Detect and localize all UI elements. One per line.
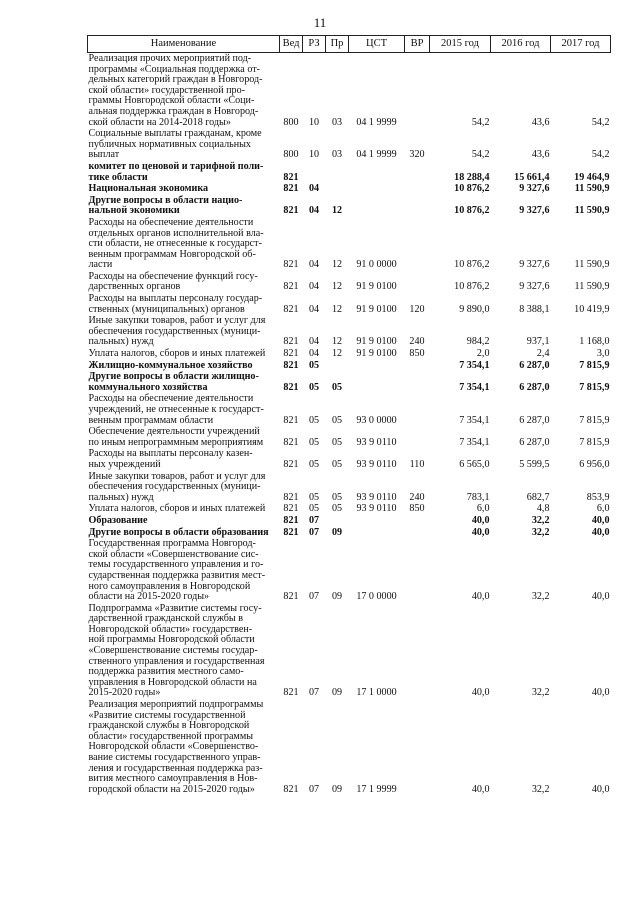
row-cst: 04 1 9999 <box>356 116 397 128</box>
row-name: комитет по ценовой и тарифной поли- тике области <box>88 160 264 183</box>
table-row <box>88 271 611 293</box>
row-rz: 07 <box>308 783 320 795</box>
row-pr: 05 <box>331 381 343 393</box>
row-pr: 09 <box>331 591 343 603</box>
row-name: Иные закупки товаров, работ и услуг для обеспечения государственных (муници- пальных) нужд <box>88 470 266 503</box>
row-rz: 07 <box>308 526 320 538</box>
row-2015: 984,2 <box>466 336 490 348</box>
row-cst <box>349 195 405 217</box>
row-2015: 7 354,1 <box>459 381 490 393</box>
row-2015: 40,0 <box>471 687 490 699</box>
row-rz: 05 <box>308 381 320 393</box>
row-2016: 43,6 <box>531 149 550 161</box>
row-name: Расходы на выплаты персоналу казен- ных учреждений <box>88 448 253 470</box>
row-2015: 2,0 <box>476 348 490 360</box>
row-cst: 91 9 0100 <box>356 303 397 315</box>
row-2016: 9 327,6 <box>519 259 550 271</box>
row-2017: 6,0 <box>596 503 610 515</box>
row-pr <box>326 161 349 183</box>
row-cst: 93 0 0000 <box>356 414 397 426</box>
row-pr: 09 <box>331 687 343 699</box>
row-2016: 32,2 <box>531 526 550 538</box>
row-2015: 54,2 <box>471 149 490 161</box>
row-pr: 03 <box>331 116 343 128</box>
row-name: Государственная программа Новгород- ской области «Совершенствование сис- темы государственного управления и го- сударственная поддержка развития мест- ного самоуправления в Новгородской области на 2015-2020 годы» <box>88 538 266 603</box>
row-2016: 32,2 <box>531 783 550 795</box>
row-ved: 821 <box>283 458 299 470</box>
row-vr: 850 <box>409 503 425 515</box>
row-vr <box>405 371 430 393</box>
row-vr: 110 <box>409 458 425 470</box>
row-2017: 853,9 <box>586 491 610 503</box>
table-row <box>88 360 611 372</box>
row-vr <box>405 538 430 603</box>
row-name: Расходы на обеспечение деятельности учреждений, не отнесенные к государст- венным программам области <box>88 393 264 426</box>
row-cst: 93 9 0110 <box>356 503 397 515</box>
table-row <box>88 699 611 795</box>
row-ved: 821 <box>283 687 299 699</box>
table-row <box>88 603 611 699</box>
row-vr <box>405 53 430 129</box>
header-2017: 2017 год <box>551 36 611 53</box>
row-2016: 32,2 <box>531 591 550 603</box>
row-rz: 10 <box>308 149 320 161</box>
row-2017: 40,0 <box>591 591 610 603</box>
row-cst <box>349 360 405 372</box>
row-name: Расходы на выплаты персоналу государ- ственных (муниципальных) органов <box>88 293 263 315</box>
row-ved: 821 <box>283 348 299 360</box>
row-rz: 10 <box>308 116 320 128</box>
row-vr <box>405 603 430 699</box>
row-2016: 6 287,0 <box>519 436 550 448</box>
row-cst: 91 9 0100 <box>356 281 397 293</box>
row-2015: 9 890,0 <box>459 303 490 315</box>
row-2016: 32,2 <box>531 514 550 526</box>
row-pr: 12 <box>331 348 343 360</box>
row-2016: 937,1 <box>526 336 550 348</box>
table-row <box>88 426 611 448</box>
row-2016: 682,7 <box>526 491 550 503</box>
table-row <box>88 371 611 393</box>
row-2015: 7 354,1 <box>459 359 490 371</box>
row-2017: 54,2 <box>591 116 610 128</box>
row-2017: 3,0 <box>596 348 610 360</box>
row-ved: 821 <box>283 414 299 426</box>
table-row <box>88 515 611 527</box>
row-ved: 821 <box>283 514 299 526</box>
row-pr: 12 <box>331 303 343 315</box>
row-rz: 07 <box>308 687 320 699</box>
row-2015: 783,1 <box>466 491 490 503</box>
row-pr: 12 <box>331 259 343 271</box>
row-2015: 10 876,2 <box>454 281 490 293</box>
row-cst: 17 1 0000 <box>356 687 397 699</box>
row-ved: 821 <box>283 336 299 348</box>
row-ved: 821 <box>283 281 299 293</box>
row-vr: 240 <box>409 336 425 348</box>
row-rz: 04 <box>308 336 320 348</box>
row-vr <box>405 527 430 539</box>
row-vr <box>405 699 430 795</box>
row-ved: 821 <box>283 171 299 183</box>
row-2017: 11 590,9 <box>574 205 610 217</box>
row-ved: 821 <box>283 359 299 371</box>
row-ved: 821 <box>283 591 299 603</box>
row-pr: 05 <box>331 458 343 470</box>
row-cst: 91 9 0100 <box>356 336 397 348</box>
row-2015: 18 288,4 <box>454 171 490 183</box>
row-2017: 40,0 <box>591 687 610 699</box>
row-vr <box>405 393 430 426</box>
row-2015: 40,0 <box>471 591 490 603</box>
row-cst: 17 0 0000 <box>356 591 397 603</box>
table-row <box>88 538 611 603</box>
header-2016: 2016 год <box>491 36 551 53</box>
row-name: Другие вопросы в области нацио- нальной экономики <box>88 194 243 217</box>
row-rz <box>303 161 326 183</box>
row-2017: 40,0 <box>591 514 610 526</box>
row-rz: 05 <box>308 458 320 470</box>
row-2015: 6,0 <box>476 503 490 515</box>
row-2016: 32,2 <box>531 687 550 699</box>
budget-table <box>87 35 611 795</box>
row-cst: 93 9 0110 <box>356 458 397 470</box>
row-vr <box>405 195 430 217</box>
row-pr: 05 <box>331 503 343 515</box>
table-row <box>88 161 611 183</box>
row-rz: 05 <box>308 436 320 448</box>
row-vr: 240 <box>409 491 425 503</box>
row-name: Жилищно-коммунальное хозяйство <box>88 359 253 371</box>
row-vr: 320 <box>409 149 425 161</box>
row-ved: 821 <box>283 183 299 195</box>
header-rz: РЗ <box>303 36 326 53</box>
table-row <box>88 128 611 161</box>
row-rz: 04 <box>308 348 320 360</box>
row-name: Подпрограмма «Развитие системы госу- дарственной гражданской службы в Новгородской области» государствен- ной программы Новгородской области «Совершенствование системы государ- ственного управления и государственная поддержка развития местного само- управления в Новгородской области на 2015-2020 годы» <box>88 602 265 699</box>
row-pr: 09 <box>331 526 343 538</box>
table-header-row <box>88 36 611 53</box>
row-ved: 821 <box>283 783 299 795</box>
row-cst <box>349 161 405 183</box>
row-ved: 821 <box>283 436 299 448</box>
table-row <box>88 503 611 515</box>
row-2017: 7 815,9 <box>579 436 610 448</box>
row-2016: 6 287,0 <box>519 414 550 426</box>
row-pr: 12 <box>331 281 343 293</box>
table-body <box>88 53 611 796</box>
table-row <box>88 315 611 348</box>
row-2016: 9 327,6 <box>519 205 550 217</box>
row-2016: 9 327,6 <box>519 281 550 293</box>
row-cst: 93 9 0110 <box>356 491 397 503</box>
row-pr: 05 <box>331 436 343 448</box>
row-vr: 120 <box>409 303 425 315</box>
header-pr: Пр <box>326 36 349 53</box>
row-rz: 04 <box>308 281 320 293</box>
row-ved: 821 <box>283 303 299 315</box>
table-row <box>88 217 611 271</box>
row-cst <box>349 183 405 195</box>
row-pr <box>326 183 349 195</box>
row-2017: 40,0 <box>591 783 610 795</box>
row-2017: 11 590,9 <box>574 281 610 293</box>
row-rz: 04 <box>308 205 320 217</box>
row-2017: 7 815,9 <box>579 359 610 371</box>
row-ved: 821 <box>283 526 299 538</box>
table-row <box>88 527 611 539</box>
row-name: Образование <box>88 514 148 526</box>
row-name: Обеспечение деятельности учреждений по иным непрограммным мероприятиям <box>88 426 264 448</box>
header-vr: ВР <box>405 36 430 53</box>
row-2016: 8 388,1 <box>519 303 550 315</box>
row-vr <box>405 360 430 372</box>
row-pr: 05 <box>331 491 343 503</box>
table-row <box>88 393 611 426</box>
row-name: Реализация прочих мероприятий под- программы «Социальная поддержка от- дельных категорий граждан в Новгород- ской области» государственной про- граммы Новгородской области «Соци- альная поддержка граждан в Новгород- ской области на 2014-2018 годы» <box>88 53 263 128</box>
row-name: Уплата налогов, сборов и иных платежей <box>88 348 266 360</box>
row-rz: 07 <box>308 591 320 603</box>
row-cst: 93 9 0110 <box>356 436 397 448</box>
row-ved: 821 <box>283 503 299 515</box>
header-cst: ЦСТ <box>349 36 405 53</box>
row-cst: 04 1 9999 <box>356 149 397 161</box>
row-rz: 05 <box>308 491 320 503</box>
row-2016: 6 287,0 <box>519 381 550 393</box>
row-2015: 10 876,2 <box>454 205 490 217</box>
row-2017: 54,2 <box>591 149 610 161</box>
row-ved: 821 <box>283 491 299 503</box>
row-2017: 40,0 <box>591 526 610 538</box>
row-vr <box>405 271 430 293</box>
row-cst: 91 9 0100 <box>356 348 397 360</box>
table-row <box>88 471 611 504</box>
row-2017: 11 590,9 <box>574 183 610 195</box>
row-pr: 12 <box>331 336 343 348</box>
row-2015: 40,0 <box>471 514 490 526</box>
row-name: Социальные выплаты гражданам, кроме публичных нормативных социальных выплат <box>88 128 262 161</box>
row-name: Другие вопросы в области образования <box>88 526 269 538</box>
row-2017: 11 590,9 <box>574 259 610 271</box>
row-ved: 821 <box>283 259 299 271</box>
row-2016: 4,8 <box>536 503 550 515</box>
row-2015: 10 876,2 <box>454 183 490 195</box>
row-pr: 03 <box>331 149 343 161</box>
row-pr <box>326 515 349 527</box>
row-name: Реализация мероприятий подпрограммы «Развитие системы государственной гражданской службы в Новгородской области» государственной программы Новгородской области «Совершенство- вание системы государственного управ- ления и государственная поддержка раз- вития местного самоуправления в Нов- городской области на 2015-2020 годы» <box>88 699 264 795</box>
row-2015: 7 354,1 <box>459 436 490 448</box>
row-cst: 17 1 9999 <box>356 783 397 795</box>
row-name: Национальная экономика <box>88 183 209 195</box>
row-name: Уплата налогов, сборов и иных платежей <box>88 503 266 515</box>
row-2015: 7 354,1 <box>459 414 490 426</box>
table-row <box>88 53 611 129</box>
row-rz: 07 <box>308 514 320 526</box>
table-row <box>88 293 611 315</box>
row-pr: 09 <box>331 783 343 795</box>
table-row <box>88 448 611 470</box>
row-vr <box>405 217 430 271</box>
row-name: Иные закупки товаров, работ и услуг для обеспечения государственных (муници- пальных) нужд <box>88 315 266 348</box>
row-2017: 19 464,9 <box>574 171 610 183</box>
row-vr <box>405 183 430 195</box>
row-2017: 7 815,9 <box>579 414 610 426</box>
header-2015: 2015 год <box>430 36 491 53</box>
table-row <box>88 348 611 360</box>
row-2015: 54,2 <box>471 116 490 128</box>
row-ved: 800 <box>283 116 299 128</box>
row-ved: 800 <box>283 149 299 161</box>
row-2016: 5 599,5 <box>519 458 550 470</box>
row-2015: 40,0 <box>471 526 490 538</box>
row-2017: 1 168,0 <box>579 336 610 348</box>
row-cst: 91 0 0000 <box>356 259 397 271</box>
row-2016: 43,6 <box>531 116 550 128</box>
row-2015: 6 565,0 <box>459 458 490 470</box>
row-vr <box>405 161 430 183</box>
row-ved: 821 <box>283 381 299 393</box>
row-2016: 2,4 <box>536 348 550 360</box>
row-rz: 05 <box>308 414 320 426</box>
row-cst <box>349 515 405 527</box>
row-2017: 7 815,9 <box>579 381 610 393</box>
row-2016: 6 287,0 <box>519 359 550 371</box>
row-ved: 821 <box>283 205 299 217</box>
row-pr: 05 <box>331 414 343 426</box>
row-2016: 15 661,4 <box>514 171 550 183</box>
table-row <box>88 183 611 195</box>
row-2016: 9 327,6 <box>519 183 550 195</box>
row-rz: 05 <box>308 503 320 515</box>
row-name: Другие вопросы в области жилищно- коммунального хозяйства <box>88 371 259 393</box>
row-2015: 10 876,2 <box>454 259 490 271</box>
row-2015: 40,0 <box>471 783 490 795</box>
header-name: Наименование <box>88 36 280 53</box>
row-vr <box>405 426 430 448</box>
row-name: Расходы на обеспечение деятельности отдельных органов исполнительной вла- сти области, не отнесенные к государст- венным программам Новгородской об- ласти <box>88 216 264 271</box>
row-cst <box>349 527 405 539</box>
header-ved: Вед <box>280 36 303 53</box>
row-cst <box>349 371 405 393</box>
row-pr <box>326 360 349 372</box>
table-row <box>88 195 611 217</box>
row-vr <box>405 515 430 527</box>
row-rz: 05 <box>308 359 320 371</box>
row-vr: 850 <box>409 348 425 360</box>
row-rz: 04 <box>308 183 320 195</box>
row-rz: 04 <box>308 303 320 315</box>
row-2017: 10 419,9 <box>574 303 610 315</box>
row-rz: 04 <box>308 259 320 271</box>
row-name: Расходы на обеспечение функций госу- дарственных органов <box>88 270 258 293</box>
page-number: 11 <box>313 15 327 30</box>
row-2017: 6 956,0 <box>579 458 610 470</box>
row-pr: 12 <box>331 205 343 217</box>
